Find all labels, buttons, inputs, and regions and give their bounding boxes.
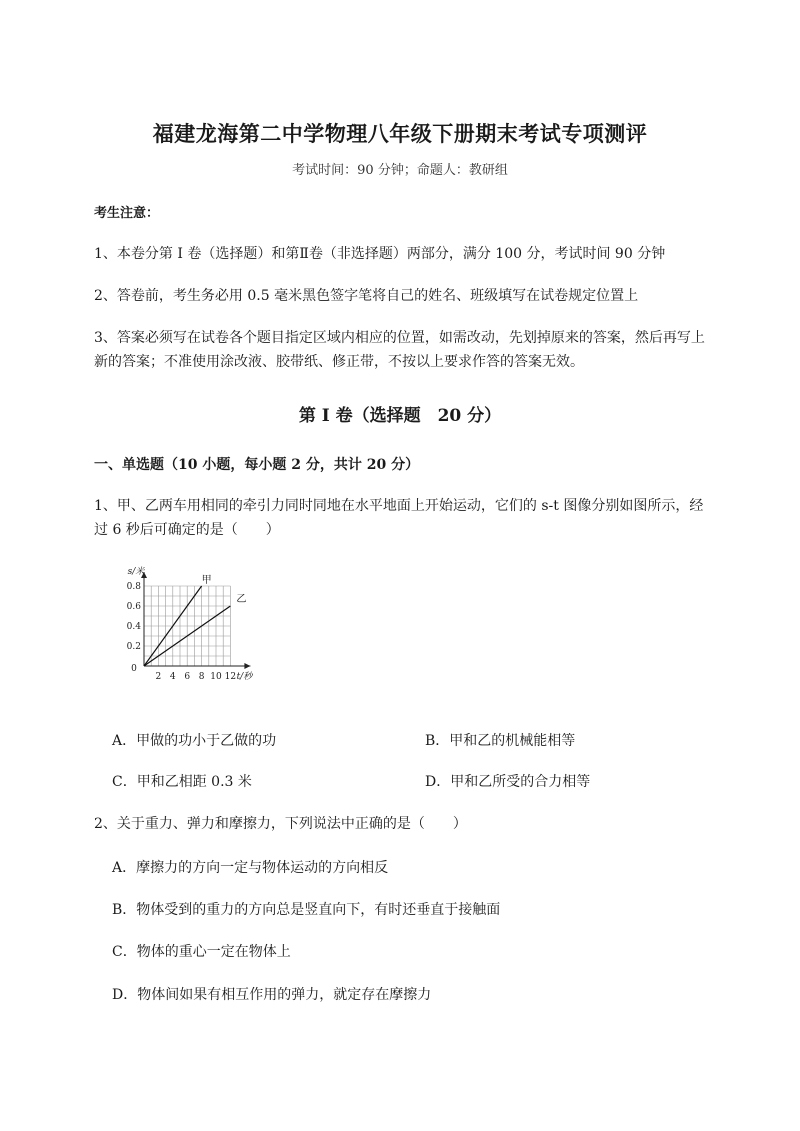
- series-label-yi: 乙: [236, 594, 247, 605]
- y-axis-label: s/米: [127, 567, 145, 577]
- series-label-jia: 甲: [201, 575, 212, 586]
- x-tick-label: 2: [155, 672, 162, 682]
- q1-option-d[interactable]: D．甲和乙所受的合力相等: [425, 774, 591, 790]
- y-tick-label: 0.4: [126, 622, 141, 632]
- notice-item-3: 3、答案必须写在试卷各个题目指定区域内相应的位置，如需改动，先划掉原来的答案，然后再写上新的答案；不准使用涂改液、胶带纸、修正带，不按以上要求作答的答案无效。: [94, 330, 705, 370]
- question-2-stem: 2、关于重力、弹力和摩擦力，下列说法中正确的是（ ）: [94, 816, 467, 832]
- q1-option-b[interactable]: B．甲和乙的机械能相等: [425, 733, 576, 749]
- q1-option-c[interactable]: C．甲和乙相距 0.3 米: [112, 774, 252, 790]
- y-tick-label: 0.8: [126, 582, 141, 592]
- origin-label: 0: [131, 664, 137, 674]
- x-tick-label: 6: [184, 672, 191, 682]
- part-heading: 一、单选题（10 小题，每小题 2 分，共计 20 分）: [94, 457, 420, 473]
- x-tick-label: 8: [198, 672, 205, 682]
- notice-heading: 考生注意：: [94, 206, 160, 221]
- x-axis-arrow: [244, 663, 250, 669]
- q2-option-b[interactable]: B．物体受到的重力的方向总是竖直向下，有时还垂直于接触面: [112, 902, 501, 918]
- section-title: 第 I 卷（选择题 20 分）: [298, 406, 502, 426]
- x-tick-label: 12: [224, 672, 237, 682]
- st-graph: [112, 567, 272, 688]
- question-1-stem: 1、甲、乙两车用相同的牵引力同时同地在水平地面上开始运动，它们的 s-t 图像分别如图所示，经过 6 秒后可确定的是（ ）: [94, 498, 704, 538]
- x-tick-label: 4: [169, 672, 176, 682]
- notice-item-1: 1、本卷分第 I 卷（选择题）和第Ⅱ卷（非选择题）两部分，满分 100 分，考试时间 90 分钟: [94, 246, 666, 262]
- notice-item-2: 2、答卷前，考生务必用 0.5 毫米黑色签字笔将自己的姓名、班级填写在试卷规定位置上: [94, 288, 639, 304]
- q1-option-a[interactable]: A．甲做的功小于乙做的功: [112, 733, 277, 749]
- page-subtitle: 考试时间：90 分钟；命题人：教研组: [292, 163, 508, 178]
- st-graph-svg: [112, 567, 272, 688]
- page-title: 福建龙海第二中学物理八年级下册期末考试专项测评: [152, 121, 648, 146]
- q2-option-a[interactable]: A．摩擦力的方向一定与物体运动的方向相反: [112, 860, 389, 876]
- y-tick-label: 0.2: [126, 642, 141, 652]
- x-axis-label: t/秒: [236, 672, 253, 682]
- q2-option-d[interactable]: D．物体间如果有相互作用的弹力，就定存在摩擦力: [112, 987, 432, 1003]
- y-tick-label: 0.6: [126, 602, 141, 612]
- x-tick-label: 10: [210, 672, 222, 682]
- q2-option-c[interactable]: C．物体的重心一定在物体上: [112, 944, 291, 960]
